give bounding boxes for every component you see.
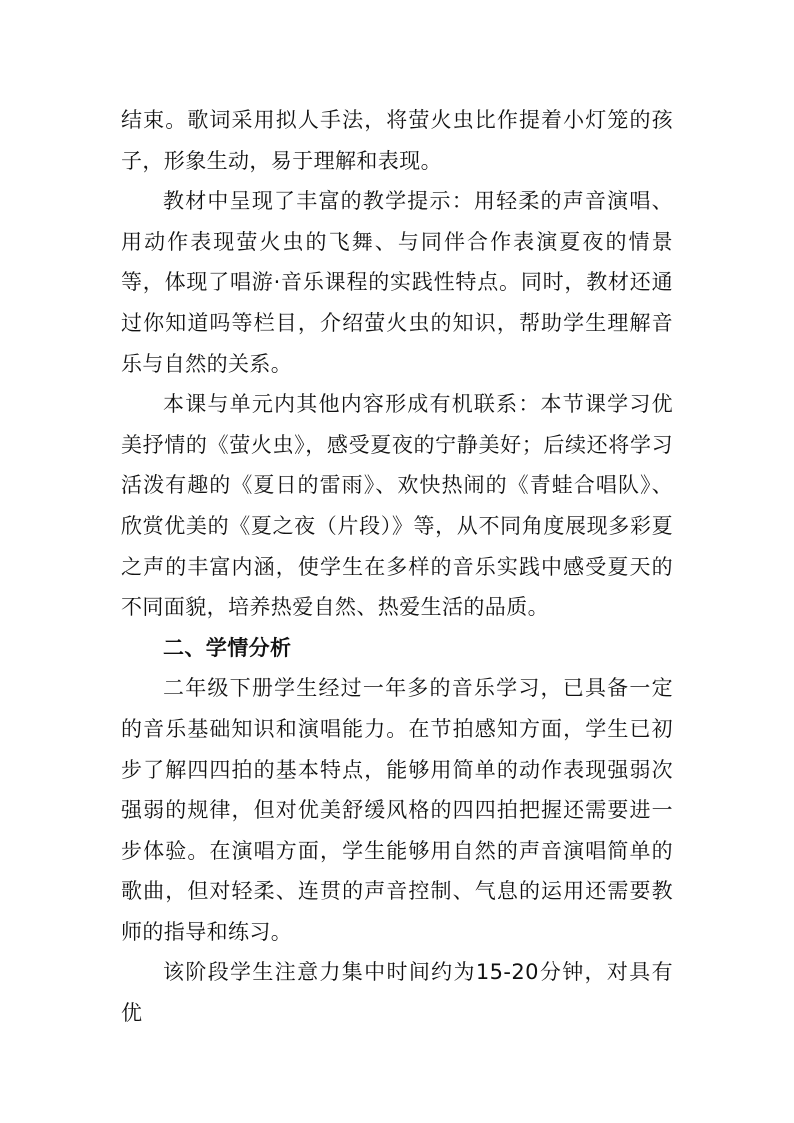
- section-heading-student-analysis: 二、学情分析: [163, 635, 292, 660]
- paragraph-teaching-tips: 教材中呈现了丰富的教学提示：用轻柔的声音演唱、用动作表现萤火虫的飞舞、与同伴合作表演夏夜的情景等，体现了唱游·音乐课程的实践性特点。同时，教材还通过你知道吗等栏目，介绍萤火虫的知识，帮助学生理解音乐与自然的关系。: [121, 189, 673, 376]
- paragraph-lyrics-description: 结束。歌词采用拟人手法，将萤火虫比作提着小灯笼的孩子，形象生动，易于理解和表现。: [121, 108, 673, 173]
- paragraph-student-abilities: 二年级下册学生经过一年多的音乐学习，已具备一定的音乐基础知识和演唱能力。在节拍感知方面，学生已初步了解四四拍的基本特点，能够用简单的动作表现强弱次强弱的规律，但对优美舒缓风格的四四拍把握还需要进一步体验。在演唱方面，学生能够用自然的声音演唱简单的歌曲，但对轻柔、连贯的声音控制、气息的运用还需要教师的指导和练习。: [121, 676, 673, 944]
- document-body: [121, 100, 673, 1034]
- paragraph-unit-connection: 本课与单元内其他内容形成有机联系：本节课学习优美抒情的《萤火虫》，感受夏夜的宁静美好；后续还将学习活泼有趣的《夏日的雷雨》、欢快热闹的《青蛙合唱队》、欣赏优美的《夏之夜（片段）》等，从不同角度展现多彩夏之声的丰富内涵，使学生在多样的音乐实践中感受夏天的不同面貌，培养热爱自然、热爱生活的品质。: [121, 392, 673, 620]
- paragraph-attention-span: 该阶段学生注意力集中时间约为15-20分钟，对具有优: [121, 960, 673, 1026]
